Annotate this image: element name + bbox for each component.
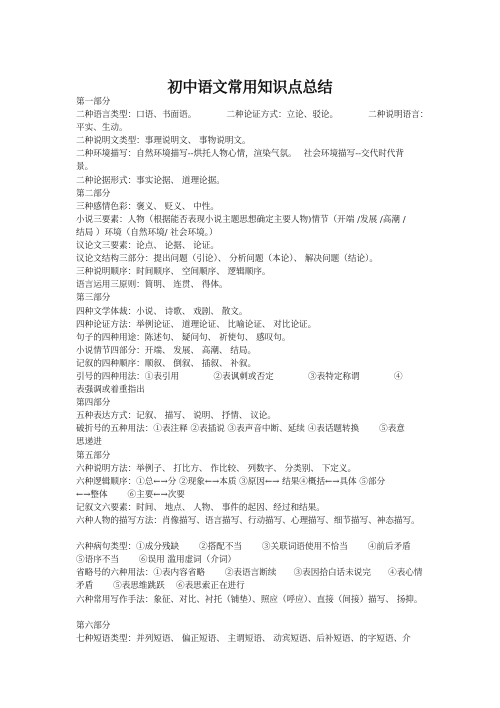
text-line: 二种环境描写：自然环境描写--烘托人物心情，渲染气氛。 社会环境描写--交代时代背: [76, 149, 405, 160]
text-line: 矛盾 ⑤表思维跳跃 ⑥表思索正在进行: [76, 581, 245, 592]
text-line: 议论文结构三部分：提出问题（引论）、 分析问题（本论）、 解决问题（结论）。: [76, 254, 378, 265]
text-line: 语言运用三原则：简明、 连贯、 得体。: [76, 280, 228, 291]
text-line: 小说三要素：人物（根据能否表现小说主题思想确定主要人物)情节（开端 /发展 /高潮 /: [76, 214, 406, 225]
text-line: 三种说明顺序：时间顺序、 空间顺序、 逻辑顺序。: [76, 267, 271, 278]
text-line: 省略号的六种用法：①表内容省略 ②表语言断续 ③表因拾白话未说完 ④表心情: [76, 568, 423, 579]
text-line: 景。: [76, 162, 94, 173]
text-line: 三种感情色彩：褒义、 贬义、 中性。: [76, 201, 219, 212]
text-line: 表强调或着重指出: [76, 385, 145, 396]
text-line: 二种论据形式：事实论据、 道理论据。: [76, 175, 225, 186]
text-line: 第六部分: [76, 620, 111, 631]
text-line: 结局 ）环境（自然环境/ 社会环境。）: [76, 227, 218, 238]
text-line: 小说情节四部分：开端、 发展、 高潮、 结局。: [76, 345, 257, 356]
text-line: 第四部分: [76, 398, 111, 409]
text-line: 四种文学体裁：小说、 诗歌、 戏剧、 散文。: [76, 306, 248, 317]
text-line: 二种语言类型：口语、书面语。 二种论证方式：立论、驳论。 二种说明语言：: [76, 110, 428, 121]
text-line: 记叙文六要素：时间、 地点、 人物、 事件的起因、经过和结果。: [76, 502, 325, 513]
text-line: 六种逻辑顺序：①总←→分 ②现象←→本质 ③原因←→ 结果④概括←→具体 ⑤部分: [76, 476, 386, 487]
text-line: 议论文三要素：论点、 论据、 论证。: [76, 241, 219, 252]
text-line: 记叙的四种顺序：顺叙、 倒叙、 插叙、 补叙。: [76, 358, 257, 369]
text-line: 二种说明文类型：事理说明文、 事物说明文。: [76, 136, 251, 147]
text-line: ⑤语序不当 ⑥误用 滥用虚词（介词）: [76, 555, 237, 566]
document-body: [76, 96, 428, 646]
text-line: 引号的四种用法：①表引用 ②表讽刺或否定 ③表特定称谓 ④: [76, 371, 403, 382]
text-line: 六种人物的描写方法：肖像描写、语言描写、行动描写、心理描写、细节描写、神态描写。: [76, 516, 420, 526]
text-line: 思递进: [76, 437, 102, 448]
text-line: 破折号的五种用法：①表注释 ②表插说 ③表声音中断、延续 ④表话题转换 ⑤表意: [76, 424, 405, 435]
document-title: 初中语文常用知识点总结: [167, 78, 333, 96]
text-line: 四种论证方法：举例论证、 道理论证、 比喻论证、 对比论证。: [76, 319, 317, 330]
text-line: 平实、生动。: [76, 123, 128, 134]
text-line: 第二部分: [76, 188, 111, 199]
text-line: 句子的四种用途：陈述句、 疑问句、 祈使句、 感叹句。: [76, 332, 291, 343]
text-line: [76, 607, 428, 620]
text-line: [76, 528, 428, 541]
text-line: 五种表达方式：记叙、 描写、 说明、 抒情、 议论。: [76, 411, 276, 422]
text-line: 七种短语类型：并列短语、 偏正短语、 主谓短语、 动宾短语、后补短语、的字短语、介: [76, 633, 411, 644]
text-line: 第三部分: [76, 293, 111, 304]
text-line: 六种说明方法：举例子、 打比方、 作比较、 列数字、 分类别、 下定义。: [76, 463, 357, 474]
text-line: 六种病句类型：①成分残缺 ②搭配不当 ③关联词语使用不恰当 ④前后矛盾: [76, 542, 411, 553]
text-line: 六种常用写作手法：象征、对比、衬托（铺垫）、照应（呼应）、直接（间接）描写、 扬抑。: [76, 594, 423, 605]
text-line: ←→整体 ⑥主要←→次要: [76, 489, 185, 500]
text-line: 第五部分: [76, 450, 111, 461]
text-line: 第一部分: [76, 97, 111, 107]
